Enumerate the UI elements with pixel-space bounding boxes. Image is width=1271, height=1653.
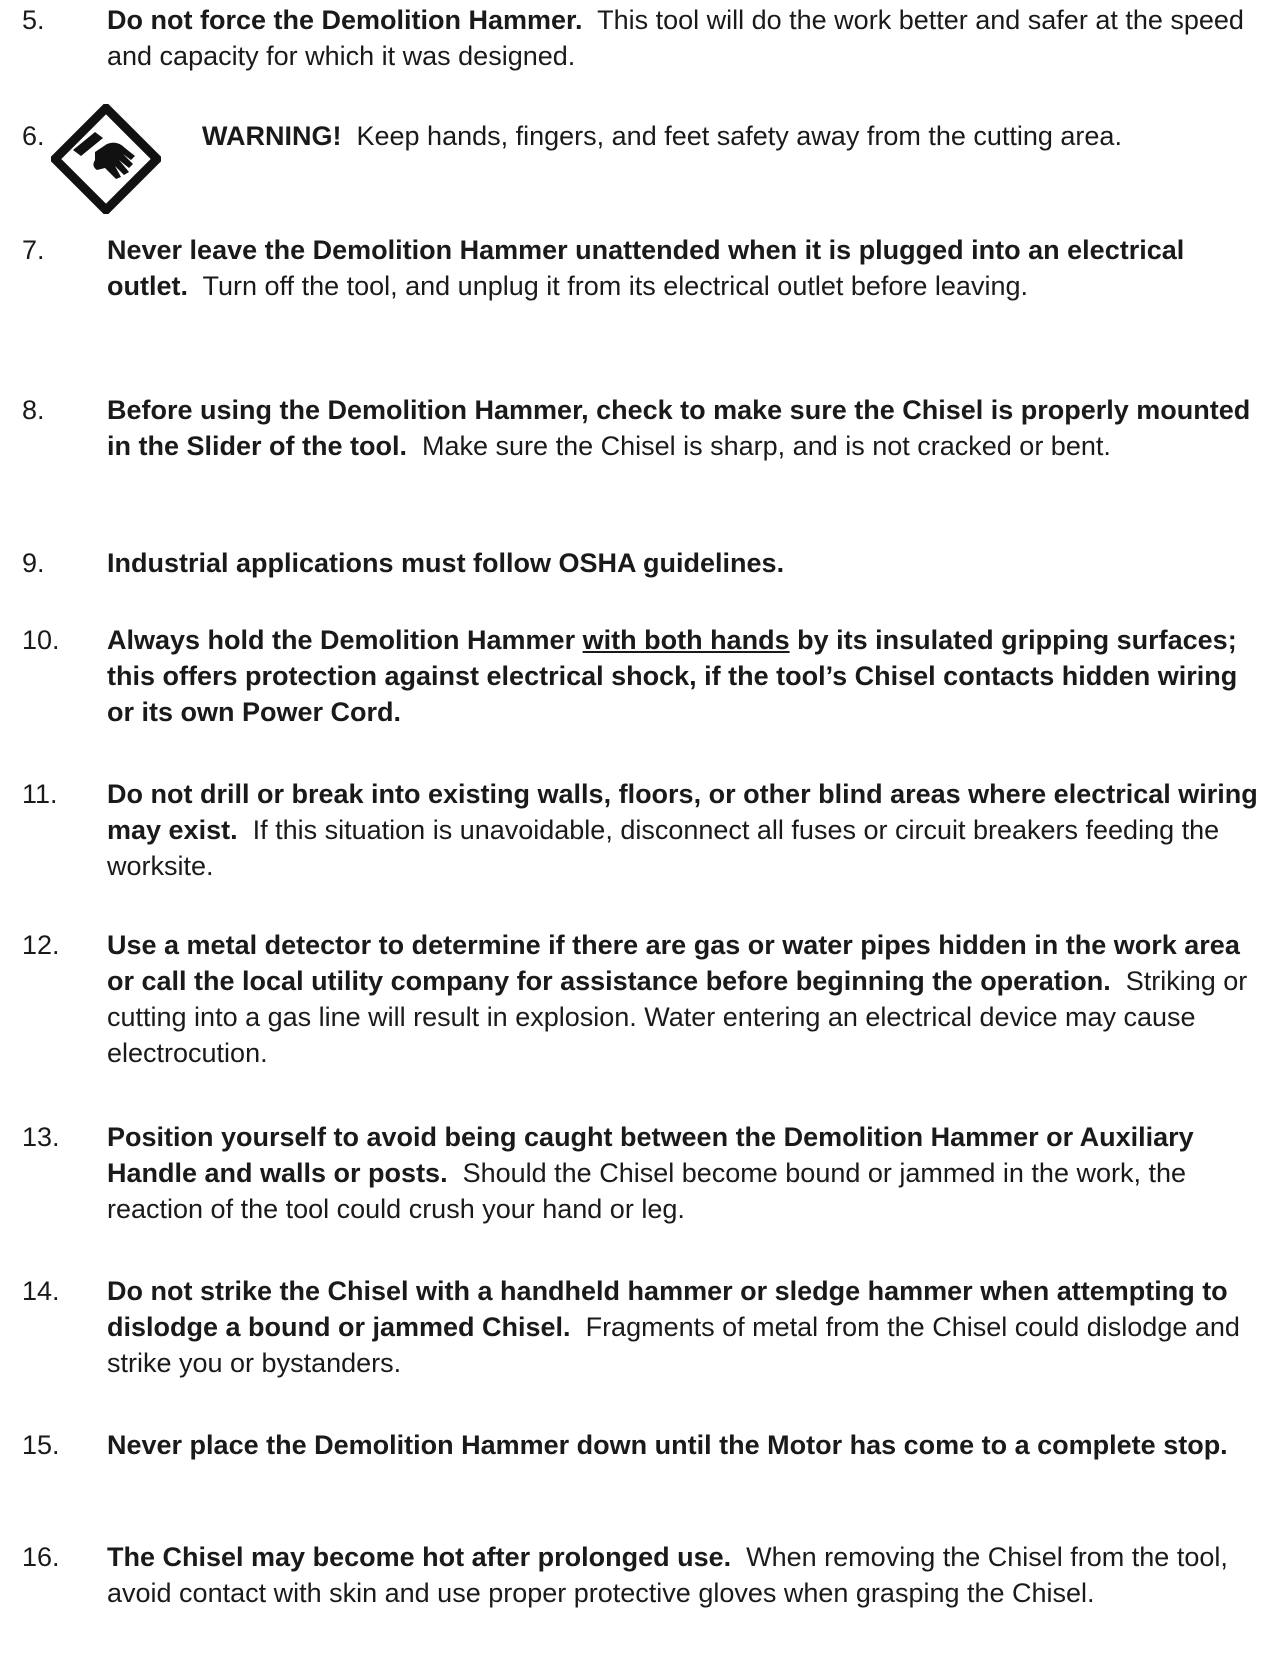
item-text xyxy=(107,545,1261,581)
item-text xyxy=(107,927,1261,1071)
item-bold-text: Never leave the Demolition Hammer unattended when it is plugged into an electrical outlet. xyxy=(107,235,1185,301)
item-body-text: Should the Chisel become bound or jammed in the work, the reaction of the tool could crush your hand or leg. xyxy=(107,1158,1187,1224)
item-body-text: Turn off the tool, and unplug it from its electrical outlet before leaving. xyxy=(202,271,1028,301)
item-text xyxy=(107,1273,1261,1381)
item-text xyxy=(107,1427,1261,1463)
item-bold-text: Never place the Demolition Hammer down until the Motor has come to a complete stop. xyxy=(107,1430,1228,1460)
item-body-text: Fragments of metal from the Chisel could dislodge and strike you or bystanders. xyxy=(107,1312,1240,1378)
item-body-text: This tool will do the work better and safer at the speed and capacity for which it was designed. xyxy=(107,5,1244,71)
item-number: 10. xyxy=(22,625,60,655)
item-bold-text: by its insulated gripping surfaces; this offers protection against electrical shock, if the tool’s Chisel contacts hidden wiring or its own Power Cord. xyxy=(107,625,1238,727)
item-bold-text: Before using the Demolition Hammer, check to make sure the Chisel is properly mounted in the Slider of the tool. xyxy=(107,395,1251,461)
item-number: 8. xyxy=(22,395,45,425)
item-number: 5. xyxy=(22,5,45,35)
item-number: 7. xyxy=(22,235,45,265)
item-text xyxy=(107,1539,1261,1611)
item-number: 15. xyxy=(22,1430,60,1460)
item-body-text: When removing the Chisel from the tool, avoid contact with skin and use proper protective gloves when grasping the Chisel. xyxy=(107,1542,1228,1608)
item-body-text: If this situation is unavoidable, disconnect all fuses or circuit breakers feeding the worksite. xyxy=(107,815,1220,881)
item-bold-text: Always hold the Demolition Hammer xyxy=(107,625,576,655)
item-text xyxy=(107,2,1261,74)
hand-hazard-warning-icon xyxy=(51,104,161,214)
item-text xyxy=(107,232,1261,304)
item-bold-text: The Chisel may become hot after prolonged use. xyxy=(107,1542,732,1572)
item-bold-text: Do not force the Demolition Hammer. xyxy=(107,5,583,35)
item-number: 6. xyxy=(22,121,45,151)
item-number: 12. xyxy=(22,930,60,960)
item-text xyxy=(202,118,1261,154)
item-number: 16. xyxy=(22,1542,60,1572)
item-body-text: Keep hands, fingers, and feet safety away from the cutting area. xyxy=(356,121,1122,151)
item-number: 9. xyxy=(22,548,45,578)
item-text xyxy=(107,392,1261,464)
item-text xyxy=(107,776,1261,884)
item-bold-text: Use a metal detector to determine if there are gas or water pipes hidden in the work area or call the local utility company for assistance before beginning the operation. xyxy=(107,930,1240,996)
item-bold-text: Industrial applications must follow OSHA guidelines. xyxy=(107,548,785,578)
item-bold-text: Do not strike the Chisel with a handheld hammer or sledge hammer when attempting to dislodge a bound or jammed Chisel. xyxy=(107,1276,1228,1342)
item-number: 14. xyxy=(22,1276,60,1306)
item-number: 13. xyxy=(22,1122,60,1152)
item-bold-text: Position yourself to avoid being caught between the Demolition Hammer or Auxiliary Handle and walls or posts. xyxy=(107,1122,1194,1188)
item-body-text: Striking or cutting into a gas line will result in explosion. Water entering an electrical device may cause electrocution. xyxy=(107,966,1248,1068)
item-text xyxy=(107,1119,1261,1227)
item-text xyxy=(107,622,1261,730)
item-underlined-text: with both hands xyxy=(582,625,790,655)
item-bold-text: Do not drill or break into existing walls, floors, or other blind areas where electrical wiring may exist. xyxy=(107,779,1258,845)
item-number: 11. xyxy=(22,779,58,809)
item-body-text: Make sure the Chisel is sharp, and is not cracked or bent. xyxy=(422,431,1111,461)
warning-label: WARNING! xyxy=(202,121,342,151)
